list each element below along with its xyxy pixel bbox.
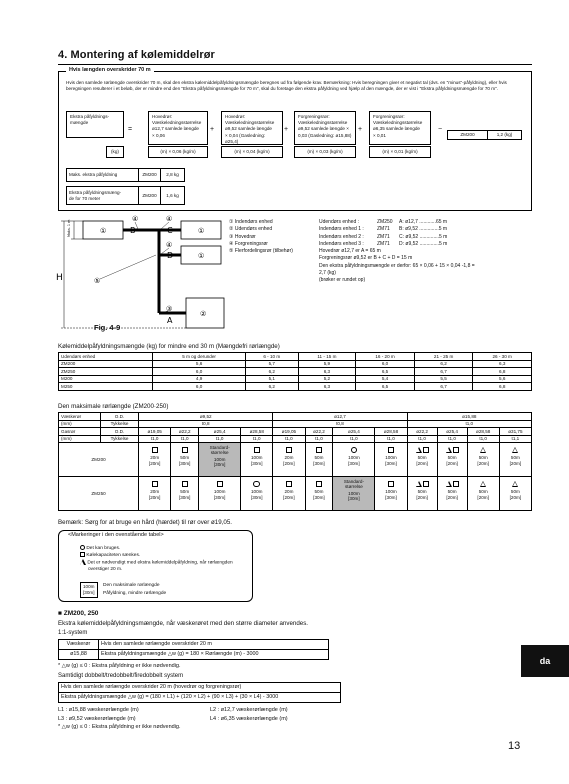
calc-unit-2: (m) × 0,06 (kg/m)	[148, 146, 208, 158]
pipe-length-cell	[199, 443, 241, 477]
charge-header-cell: 26 - 30 m	[473, 353, 532, 361]
calc-box-3: Hovedrør: Væskeledningsstørrelse ø9,52 samlede længde × 0,04 (Gasledning: ø25,4)	[221, 111, 283, 145]
pipe-length-cell	[171, 477, 199, 511]
system1-header-liquid: Væskerør	[59, 640, 99, 650]
gas-thickness-cell: t1,0	[241, 435, 273, 443]
calc-box-5: Forgreningsrør: Væskeledningsstørrelse ø6,35 samlede længde × 0,01	[369, 111, 431, 145]
charge-header-cell: 6 - 10 m	[246, 353, 298, 361]
calc-unit-1: (kg)	[106, 146, 124, 158]
charge-cell: ZM250	[59, 368, 153, 376]
result-value: 1,2 (kg)	[488, 131, 522, 140]
gas-od-cell: ø22,2	[171, 428, 199, 436]
thickness-label: Tykkelse	[100, 435, 138, 443]
liquid-thickness-cell: t0,8	[273, 420, 407, 428]
system2-formula: Ekstra påfyldningsmængde △w (g) = (180 × L1) + (120 × L2) + (90 × L3) + (30 × L4) - 3000	[59, 693, 341, 703]
liquid-od-cell: ø15,88	[407, 413, 531, 421]
unit-row-indoor-2: Indendørs enhed 2 : ZM71 C: ø9,52 ..............5 m	[319, 233, 448, 240]
charge-cell: 6,0	[153, 368, 246, 376]
calc-unit-5: (m) × 0,01 (kg/m)	[369, 146, 431, 158]
charge-cell: 6,3	[298, 383, 356, 391]
pipe-length-cell	[499, 477, 531, 511]
triangle-icon	[512, 481, 518, 487]
pipe-length-cell	[139, 477, 171, 511]
charge-cell: 5,7	[246, 360, 298, 368]
gas-od-cell: ø25,4	[437, 428, 467, 436]
charge-table-row	[59, 375, 532, 383]
length-sample-legend: Den maksimale rørlængde Påfyldning, mindre rørlængde	[103, 583, 167, 596]
system1-title: 1:1-system	[58, 630, 88, 636]
model-cell: ZM250	[59, 477, 139, 511]
charge-cell: 5,9	[298, 360, 356, 368]
pipe-length-value: 100m [30m]	[250, 455, 263, 466]
diag-callout-1a: ①	[100, 227, 107, 235]
calc-operator-3: +	[284, 126, 289, 133]
charge-table-header	[59, 353, 532, 361]
triangle-icon	[446, 447, 452, 453]
gas-thickness-cell: t1,0	[375, 435, 407, 443]
square-icon	[286, 481, 292, 487]
charge-cell: 6,7	[414, 383, 473, 391]
gas-od-cell: ø19,05	[273, 428, 305, 436]
seventy-charge-table	[66, 186, 185, 205]
square-icon	[182, 447, 188, 453]
gas-od-cell: ø31,75	[499, 428, 531, 436]
charge-cell: 5,1	[246, 375, 298, 383]
max-charge-value: 2,8 kg	[161, 169, 185, 182]
gas-od-cell: ø22,2	[407, 428, 437, 436]
pipe-length-row	[59, 443, 532, 477]
calc-box-4: Forgreningsrør: Væskeledningsstørrelse ø9,52 samlede længde × 0,03 (Gasledning: ø15,88)	[294, 111, 356, 145]
main-pipe	[123, 230, 186, 313]
charge-header-cell: 21 - 25 m	[414, 353, 473, 361]
title-divider	[58, 64, 532, 65]
charge-cell: 6,3	[298, 368, 356, 376]
pipe-length-value: 50m [20m]	[416, 455, 428, 466]
calculation-frame-label: Hvis længden overskrider 70 m	[66, 67, 154, 74]
charge-cell: 6,2	[246, 383, 298, 391]
l1-definition: L1 : ø15,88 væskerørlængde (m)	[58, 707, 139, 713]
pipe-length-value: 100m [30m]	[213, 456, 226, 468]
figure-example	[319, 219, 531, 284]
piping-diagram	[56, 213, 226, 338]
diag-max-label: Maks. 1 m	[67, 219, 71, 237]
calc-operator-5: −	[438, 126, 443, 133]
gas-od-cell: ø28,58	[467, 428, 499, 436]
length-sample-box: 100m [30m]	[80, 582, 98, 598]
pipe-length-cell	[375, 443, 407, 477]
square-icon	[80, 552, 85, 557]
standard-size-label: Standard- størrelse	[343, 479, 364, 490]
seventy-charge-model: ZM200	[139, 187, 161, 205]
calc-operator-2: +	[210, 126, 215, 133]
gas-od-cell: ø25,4	[333, 428, 375, 436]
charge-cell: ZM200	[59, 360, 153, 368]
charge-cell: 5,6	[473, 375, 532, 383]
charge-cell: 4,9	[153, 375, 246, 383]
gas-od-cell: ø25,4	[199, 428, 241, 436]
section-title: 4. Montering af kølemiddelrør	[58, 49, 215, 61]
pipe-length-value: 50m [30m]	[313, 489, 325, 500]
system2-table	[58, 682, 341, 703]
gas-thickness-cell: t1,0	[305, 435, 333, 443]
square-icon	[453, 481, 459, 487]
system1-note: * △w (g) ≤ 0 : Ekstra påfyldning er ikke nødvendig.	[58, 663, 181, 669]
square-icon	[423, 447, 429, 453]
square-icon	[316, 447, 322, 453]
pipe-length-cell	[467, 477, 499, 511]
square-icon	[286, 447, 292, 453]
square-icon	[254, 447, 260, 453]
legend-item-square: Kølekapaciteten sænkes.	[80, 552, 248, 559]
gas-thickness-cell: t1,1	[499, 435, 531, 443]
charge-cell: 6,8	[473, 368, 532, 376]
diag-callout-1c: ①	[198, 252, 205, 260]
pipe-length-table	[58, 412, 532, 511]
square-icon	[152, 481, 158, 487]
liquid-thickness-cell: t0,8	[139, 420, 273, 428]
legend-indoor-unit: ① Indendørs enhed	[229, 219, 273, 225]
pipe-table-title: Den maksimale rørlængde (ZM200·250)	[58, 403, 169, 410]
l4-definition: L4 : ø6,35 væskerørlængde (m)	[210, 715, 288, 722]
charge-cell: 6,3	[473, 360, 532, 368]
example-line-1: Hovedrør ø12,7 er A = 65 m	[319, 248, 381, 254]
calc-box-1: Ekstra påfyldnings- mængde	[66, 111, 124, 138]
gas-thickness-cell: t1,0	[199, 435, 241, 443]
pipe-length-row	[59, 477, 532, 511]
pipe-length-value: 50m [20m]	[416, 489, 428, 500]
model-cell: ZM200	[59, 443, 139, 477]
legend-outdoor-unit: ② Udendørs enhed	[229, 226, 273, 233]
liquid-od-cell: ø12,7	[273, 413, 407, 421]
od-label: O.D.	[100, 428, 138, 436]
pipe-length-value: 50m [20m]	[509, 455, 522, 466]
triangle-icon	[80, 559, 86, 565]
pipe-length-cell	[273, 477, 305, 511]
charge-cell: 6,0	[153, 383, 246, 391]
charge-table-row	[59, 383, 532, 391]
charge-cell: 6,5	[356, 383, 415, 391]
result-box	[447, 130, 522, 140]
mm-label: (mm)	[59, 435, 101, 443]
charge-table-title: Kølemiddelpåfyldningsmængde (kg) for mindre end 30 m (Mængdefri rørlængde)	[58, 343, 280, 350]
gas-od-cell: ø28,58	[375, 428, 407, 436]
charge-cell: 6,8	[473, 383, 532, 391]
pipe-length-cell	[305, 443, 333, 477]
pipe-length-cell	[139, 443, 171, 477]
triangle-icon	[480, 447, 486, 453]
charge-table	[58, 352, 532, 391]
charge-header-cell: Udendørs enhed	[59, 353, 153, 361]
diag-callout-4a: ④	[132, 215, 139, 223]
charge-cell: 5,5	[414, 375, 473, 383]
pipe-length-cell	[171, 443, 199, 477]
diag-callout-1b: ①	[198, 227, 205, 235]
system1-header-condition: Hvis den samlede rørlængde overskrider 20 m	[99, 640, 329, 650]
liquid-thickness-cell: t1,0	[407, 420, 531, 428]
charge-cell: 6,7	[414, 368, 473, 376]
thickness-label: Tykkelse	[100, 420, 138, 428]
unit-row-outdoor: Udendørs enhed : ZM250 A: ø12,7 ............65 m	[319, 219, 448, 225]
pipe-length-value: 20m [20m]	[283, 489, 295, 500]
pipe-length-value: 20m [20m]	[148, 455, 161, 466]
system1-table	[58, 639, 329, 660]
diag-callout-3: ③	[166, 305, 173, 313]
square-icon	[453, 447, 459, 453]
example-line-4: 2,7 (kg)	[319, 269, 336, 276]
charge-cell: 6,0	[356, 360, 415, 368]
page-number: 13	[508, 740, 521, 752]
charge-cell: 6,2	[246, 368, 298, 376]
charge-cell: 5,4	[356, 375, 415, 383]
square-icon	[388, 481, 394, 487]
legend-item-triangle: Det er nødvendigt med ekstra kølemiddelpåfyldning, når rørlængden overstiger 20 m.	[80, 559, 248, 573]
legend-branch-pipe: ④ Forgreningsrør	[229, 240, 268, 247]
legend-header: ⑤ Flerfordelingsrør (tilbehør)	[229, 248, 293, 254]
pipe-length-value: 20m [20m]	[148, 489, 161, 500]
zm-intro: Ekstra kølemiddelpåfyldningsmængde, når væskerøret med den større diameter anvendes.	[58, 620, 309, 627]
pipe-length-value: 100m [30m]	[213, 489, 226, 500]
diag-letter-a: A	[167, 316, 173, 325]
calc-box-2: Hovedrør: Væskeledningsstørrelse ø12,7 samlede længde × 0,06	[148, 111, 208, 145]
zm-heading: ■ ZM200, 250	[58, 610, 99, 617]
pipe-length-value: 20m [20m]	[283, 455, 295, 466]
symbol-legend-items	[80, 545, 248, 574]
system2-note: * △w (g) ≤ 0 : Ekstra påfyldning er ikke nødvendig.	[58, 724, 181, 730]
pipe-length-cell	[333, 443, 375, 477]
triangle-icon	[512, 447, 518, 453]
max-charge-table	[66, 168, 185, 182]
example-line-2: Forgreningsrør ø9,52 er B + C + D = 15 m	[319, 255, 413, 262]
system1-liquid-value: ø15,88	[59, 650, 99, 660]
pipe-length-cell	[241, 443, 273, 477]
pipe-length-cell	[273, 443, 305, 477]
circle-icon	[80, 545, 85, 550]
legend-item-circle: Det kan bruges.	[80, 545, 248, 552]
diag-letter-b: B	[130, 226, 136, 235]
liquid-od-cell: ø9,52	[139, 413, 273, 421]
charge-cell: M250	[59, 383, 153, 391]
charge-cell: 6,2	[414, 360, 473, 368]
triangle-icon	[416, 481, 422, 487]
pipe-length-value: 50m [20m]	[477, 455, 489, 466]
pipe-length-value: 50m [30m]	[313, 455, 325, 466]
charge-cell: M200	[59, 375, 153, 383]
pipe-length-cell	[333, 477, 375, 511]
pipe-length-cell	[305, 477, 333, 511]
gas-thickness-cell: t1,0	[171, 435, 199, 443]
result-model: ZM200	[448, 131, 488, 140]
pipe-length-cell	[407, 477, 437, 511]
charge-cell: 5,6	[153, 360, 246, 368]
gas-od-cell: ø28,58	[241, 428, 273, 436]
diag-callout-4b: ④	[166, 215, 173, 223]
gas-thickness-cell: t1,0	[139, 435, 171, 443]
seventy-charge-value: 1,6 kg	[161, 187, 185, 205]
system2-header: Hvis den samlede rørlængde overskrider 20 m (hovedrør og forgreningsrør)	[59, 683, 341, 693]
gas-thickness-cell: t1,0	[407, 435, 437, 443]
gas-thickness-cell: t1,0	[273, 435, 305, 443]
square-icon	[388, 447, 394, 453]
pipe-length-cell	[437, 477, 467, 511]
pipe-length-value: 100m [30m]	[348, 490, 360, 502]
od-label: O.D.	[100, 413, 138, 421]
system2-title: Samtidigt dobbelt/tredobbelt/firedobbelt system	[58, 673, 184, 679]
charge-header-cell: 11 - 15 m	[298, 353, 356, 361]
triangle-icon	[446, 481, 452, 487]
diag-h-label: H	[56, 273, 63, 283]
pipe-length-cell	[437, 443, 467, 477]
charge-cell: 6,5	[356, 368, 415, 376]
pipe-length-value: 100m [30m]	[348, 455, 360, 466]
max-charge-label: Maks. ekstra påfyldning	[67, 169, 139, 182]
seventy-charge-label: Ekstra påfyldningsmæng- de for 70 meter	[67, 187, 139, 205]
gas-thickness-cell: t1,0	[437, 435, 467, 443]
charge-cell: 5,2	[298, 375, 356, 383]
standard-size-label: Standard- størrelse	[209, 445, 230, 456]
pipe-length-cell	[241, 477, 273, 511]
figure-caption: Fig. 4-9	[94, 323, 121, 332]
calc-unit-3: (m) × 0,04 (kg/m)	[221, 146, 283, 158]
pipe-length-value: 50m [30m]	[178, 489, 191, 500]
pipe-length-value: 50m [20m]	[509, 489, 522, 500]
pipe-length-cell	[199, 477, 241, 511]
diag-letter-d: D	[167, 251, 174, 260]
mm-label: (mm)	[59, 420, 101, 428]
liquid-pipe-label: Væskerør	[59, 413, 101, 421]
pipe-length-value: 100m [30m]	[385, 489, 397, 500]
pipe-length-value: 50m [20m]	[446, 455, 458, 466]
gas-pipe-label: Gasrør	[59, 428, 101, 436]
gas-od-cell: ø22,2	[305, 428, 333, 436]
charge-table-row	[59, 360, 532, 368]
calc-operator-4: +	[358, 126, 363, 133]
system1-formula: Ekstra påfyldningsmængde △w (g) = 180 × Rørlængde (m) - 3000	[99, 650, 329, 660]
triangle-icon	[480, 481, 486, 487]
example-line-5: (brøker er rundet op)	[319, 277, 366, 283]
gas-thickness-cell: t1,0	[333, 435, 375, 443]
square-icon	[316, 481, 322, 487]
figure-legend	[229, 219, 317, 255]
pipe-length-value: 100m [30m]	[385, 455, 397, 466]
l3-definition: L3 : ø9,52 væskerørlængde (m)	[58, 715, 136, 722]
pipe-length-cell	[467, 443, 499, 477]
legend-main-pipe: ③ Hovedrør	[229, 233, 256, 240]
square-icon	[423, 481, 429, 487]
calculation-note: Hvis den samlede rørlængde overskrider 70 m, skal den ekstra kølemiddelpåfyldningsmængde beregnes ud fra følgende krav. Bemærkning: Hvis beregningen giver et negativt tal (dvs. en "minus"-påfyldning), eller hvis beregningen resulterer i et beløb, der er mindre end den "Ekstra påfyldningsmængde for 70 m", skal du foretage den ekstra påfyldning ved hjælp af den mængde, der er vist i "Ekstra påfyldningsmængde for 70 m".	[66, 80, 507, 92]
unit-row-indoor-1: Indendørs enhed 1 : ZM71 B: ø9,52 ..............5 m	[319, 226, 448, 233]
diag-callout-5: ⑤	[94, 277, 101, 285]
circle-icon	[253, 481, 260, 488]
gas-od-cell: ø19,05	[139, 428, 171, 436]
pipe-length-value: 50m [30m]	[178, 455, 191, 466]
charge-table-row	[59, 368, 532, 376]
pipe-length-value: 100m [30m]	[250, 489, 263, 500]
pipe-length-cell	[407, 443, 437, 477]
calc-operator-1: =	[128, 126, 133, 133]
pipe-length-cell	[375, 477, 407, 511]
l2-definition: L2 : ø12,7 væskerørlængde (m)	[210, 707, 288, 713]
triangle-icon	[416, 447, 422, 453]
circle-icon	[351, 447, 358, 454]
square-icon	[217, 481, 223, 487]
language-tab: da	[521, 645, 569, 677]
example-line-3: Den ekstra påfyldningsmængde er derfor: 65 × 0,06 + 15 × 0,04 -1,8 =	[319, 262, 475, 269]
diag-letter-c: C	[167, 226, 173, 235]
pipe-length-value: 50m [20m]	[446, 489, 458, 500]
unit-row-indoor-3: Indendørs enhed 3 : ZM71 D: ø9,52 ..............5 m	[319, 240, 448, 247]
gas-thickness-cell: t1,0	[467, 435, 499, 443]
square-icon	[152, 447, 158, 453]
symbol-legend-title: <Markeringer i den ovenstående tabel>	[68, 532, 164, 538]
square-icon	[182, 481, 188, 487]
l-definitions	[58, 706, 358, 724]
diag-callout-2: ②	[200, 310, 207, 318]
calc-unit-4: (m) × 0,03 (kg/m)	[294, 146, 356, 158]
pipe-length-value: 50m [20m]	[477, 489, 489, 500]
max-charge-model: ZM200	[139, 169, 161, 182]
pipe-remark: Bemærk: Sørg for at bruge en hård (hærdet) til rør over ø19,05.	[58, 519, 233, 526]
diag-callout-4c: ④	[166, 241, 173, 249]
charge-header-cell: 5 m og derunder	[153, 353, 246, 361]
pipe-length-cell	[499, 443, 531, 477]
charge-header-cell: 16 - 20 m	[356, 353, 415, 361]
